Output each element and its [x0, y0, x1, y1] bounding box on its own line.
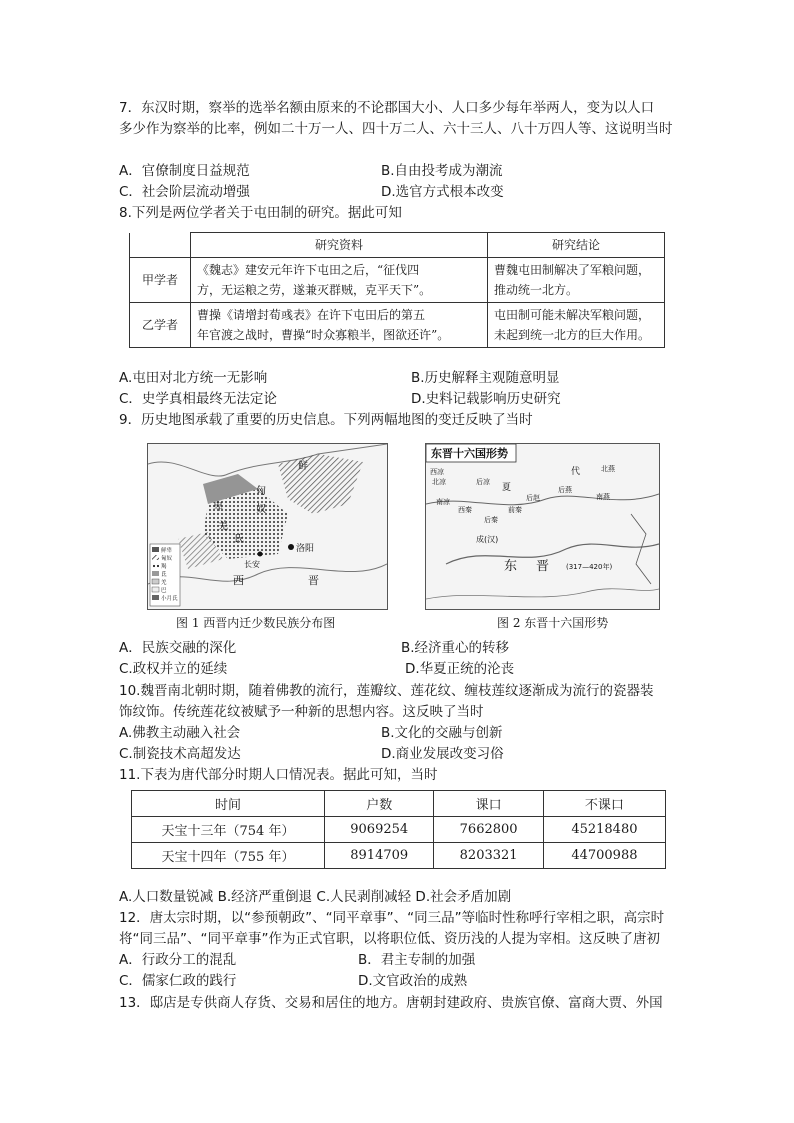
q10-stem-line1: 10.魏晋南北朝时期，随着佛教的流行，莲瓣纹、莲花纹、缠枝莲纹逐渐成为流行的瓷器装 [119, 683, 654, 699]
map-eastern-jin-sixteen-kingdoms [425, 443, 660, 610]
map2-label-houqin: 后秦 [484, 516, 498, 524]
q9-stem: 9．历史地图承载了重要的历史信息。下列两幅地图的变迁反映了当时 [119, 412, 533, 428]
map1-legend-6: 小月氏 [161, 596, 178, 602]
q13-stem-line1: 13．邸店是专供商人存货、交易和居住的地方。唐朝封建政府、贵族官僚、富商大贾、外国 [119, 995, 663, 1011]
q11-population-table [131, 790, 666, 869]
q8-row2-material [191, 303, 488, 348]
q11-header-taxed: 课口 [434, 791, 543, 817]
q11-row2-taxed: 8203321 [434, 843, 543, 869]
q11-row2-households: 8914709 [325, 843, 434, 869]
map1-label-xiong: 匈 [256, 486, 266, 497]
q12-option-c: C．儒家仁政的践行 [119, 973, 237, 989]
q11-options: A.人口数量锐减 B.经济严重倒退 C.人民剥削减轻 D.社会矛盾加剧 [119, 889, 512, 905]
map-western-jin-ethnic-distribution [147, 443, 388, 610]
q8-row2-material-line2: 年官渡之战时，曹操“时众寡粮半，图欲还许”。 [197, 328, 450, 342]
map2-label-houyan: 后燕 [558, 486, 572, 494]
q12-option-a: A．行政分工的混乱 [119, 952, 237, 968]
q8-row1-conclusion-line1: 曹魏屯田制解决了军粮问题， [494, 263, 651, 277]
q8-option-b: B.历史解释主观随意明显 [411, 370, 560, 386]
q12-option-b: B．君主专制的加强 [358, 952, 476, 968]
q8-option-c: C．史学真相最终无法定论 [119, 391, 277, 407]
q8-stem: 8.下列是两位学者关于屯田制的研究。据此可知 [119, 205, 402, 221]
map2-label-years: (317—420年) [566, 563, 613, 571]
q8-row2-conclusion-line2: 未起到统一北方的巨大作用。 [494, 328, 651, 342]
map2-label-beiliang: 北凉 [432, 478, 446, 486]
q9-option-d: D.华夏正统的沦丧 [405, 661, 515, 677]
map1-legend-0: 鲜卑 [161, 548, 173, 554]
q12-option-d: D.文官政治的成熟 [358, 973, 468, 989]
q8-row1-material [191, 258, 488, 303]
map1-label-xian: 鲜 [298, 461, 308, 472]
map2-label-dong: 东 [504, 559, 518, 574]
q7-stem-line1: 7．东汉时期，察举的选举名额由原来的不论郡国大小、人口多少每年举两人，变为以人口 [119, 100, 655, 116]
map1-label-luoyang: 洛阳 [296, 544, 315, 554]
map2-label-chenghan: 成(汉) [476, 535, 499, 544]
q11-header-untaxed: 不课口 [543, 791, 665, 817]
map2-title: 东晋十六国形势 [431, 447, 508, 460]
q11-row2-untaxed: 44700988 [543, 843, 665, 869]
map2-label-beiyan: 北燕 [601, 465, 615, 473]
q8-header-material: 研究资料 [191, 233, 488, 258]
map1-legend-5: 巴 [161, 588, 167, 594]
q8-option-a: A.屯田对北方统一无影响 [119, 370, 268, 386]
q10-stem-line2: 饰纹饰。传统莲花纹被赋予一种新的思想内容。这反映了当时 [119, 704, 484, 720]
q8-row1-scholar: 甲学者 [130, 258, 191, 303]
q8-option-d: D.史料记载影响历史研究 [411, 391, 561, 407]
map2-label-qianqin: 前秦 [508, 506, 522, 514]
q7-stem-line2: 多少作为察举的比率，例如二十万一人、四十万二人、六十三人、八十万四人等、这说明当时 [119, 121, 673, 137]
map1-label-jin: 晋 [308, 574, 319, 587]
q9-option-b: B.经济重心的转移 [401, 640, 510, 656]
q8-row1-conclusion-line2: 推动统一北方。 [494, 283, 579, 297]
q9-option-c: C.政权并立的延续 [119, 661, 228, 677]
map2-label-jin: 晋 [536, 559, 550, 574]
map2-caption: 图 2 东晋十六国形势 [497, 616, 609, 630]
q11-row1-taxed: 7662800 [434, 817, 543, 843]
map1-legend-4: 羌 [161, 580, 167, 586]
q7-option-b: B.自由投考成为潮流 [381, 163, 503, 179]
map1-label-qiang: 羌 [218, 521, 228, 532]
q8-row2-conclusion [488, 303, 665, 348]
map1-caption: 图 1 西晋内迁少数民族分布图 [176, 616, 336, 630]
q7-option-d: D.选官方式根本改变 [381, 184, 504, 200]
map1-label-nu: 奴 [256, 504, 266, 515]
q8-row2-scholar: 乙学者 [130, 303, 191, 348]
q8-research-table [129, 232, 665, 348]
q11-row2-time: 天宝十四年（755 年） [132, 843, 325, 869]
q11-header-time: 时间 [132, 791, 325, 817]
map2-label-xiqin: 西秦 [458, 506, 472, 514]
map2-label-xia: 夏 [502, 483, 512, 493]
q10-option-b: B.文化的交融与创新 [381, 725, 503, 741]
q11-stem: 11.下表为唐代部分时期人口情况表。据此可知，当时 [119, 767, 438, 783]
q8-row2-conclusion-line1: 屯田制可能未解决军粮问题， [494, 308, 651, 322]
q8-row1-conclusion [488, 258, 665, 303]
q10-option-a: A.佛教主动融入社会 [119, 725, 241, 741]
map1-label-changan: 长安 [244, 560, 260, 569]
map1-legend-1: 匈奴 [161, 556, 173, 562]
q8-row1-material-line1: 《魏志》建安元年许下屯田之后，“征伐四 [197, 263, 420, 277]
map2-label-nanyan: 南燕 [596, 493, 610, 501]
map1-legend-3: 氐 [161, 572, 167, 578]
q11-row1-time: 天宝十三年（754 年） [132, 817, 325, 843]
q8-row2-material-line1: 曹操《请增封荀彧表》在许下屯田后的第五 [197, 308, 426, 322]
map2-label-nanliang: 南凉 [436, 498, 450, 506]
map2-label-xiliang: 西凉 [430, 468, 444, 476]
map2-label-dai: 代 [571, 467, 581, 477]
q10-option-d: D.商业发展改变习俗 [381, 746, 504, 762]
q12-stem-line1: 12．唐太宗时期，以“参预朝政”、“同平章事”、“同三品”等临时性称呼行宰相之职，高宗时 [119, 910, 665, 926]
q10-option-c: C.制瓷技术高超发达 [119, 746, 241, 762]
q9-option-a: A．民族交融的深化 [119, 640, 237, 656]
q11-row1-untaxed: 45218480 [543, 817, 665, 843]
q11-header-households: 户数 [325, 791, 434, 817]
q12-stem-line2: 将“同三品”、“同平章事”作为正式官职，以将职位低、资历浅的人提为宰相。这反映了唐初 [119, 931, 660, 947]
map1-legend-2: 羯 [161, 564, 167, 570]
map2-label-houzhao: 后赵 [526, 494, 540, 502]
map1-label-di: 氐 [234, 534, 244, 545]
map1-label-bei: 卑 [213, 502, 223, 513]
map2-label-houliang: 后凉 [476, 478, 490, 486]
q8-row1-material-line2: 方，无运粮之劳，遂兼灭群贼，克平天下”。 [197, 283, 432, 297]
map1-legend [150, 544, 180, 606]
q7-option-c: C．社会阶层流动增强 [119, 184, 250, 200]
q11-row1-households: 9069254 [325, 817, 434, 843]
map1-label-xi: 西 [233, 574, 244, 587]
q8-header-conclusion: 研究结论 [488, 233, 665, 258]
q7-option-a: A．官僚制度日益规范 [119, 163, 250, 179]
